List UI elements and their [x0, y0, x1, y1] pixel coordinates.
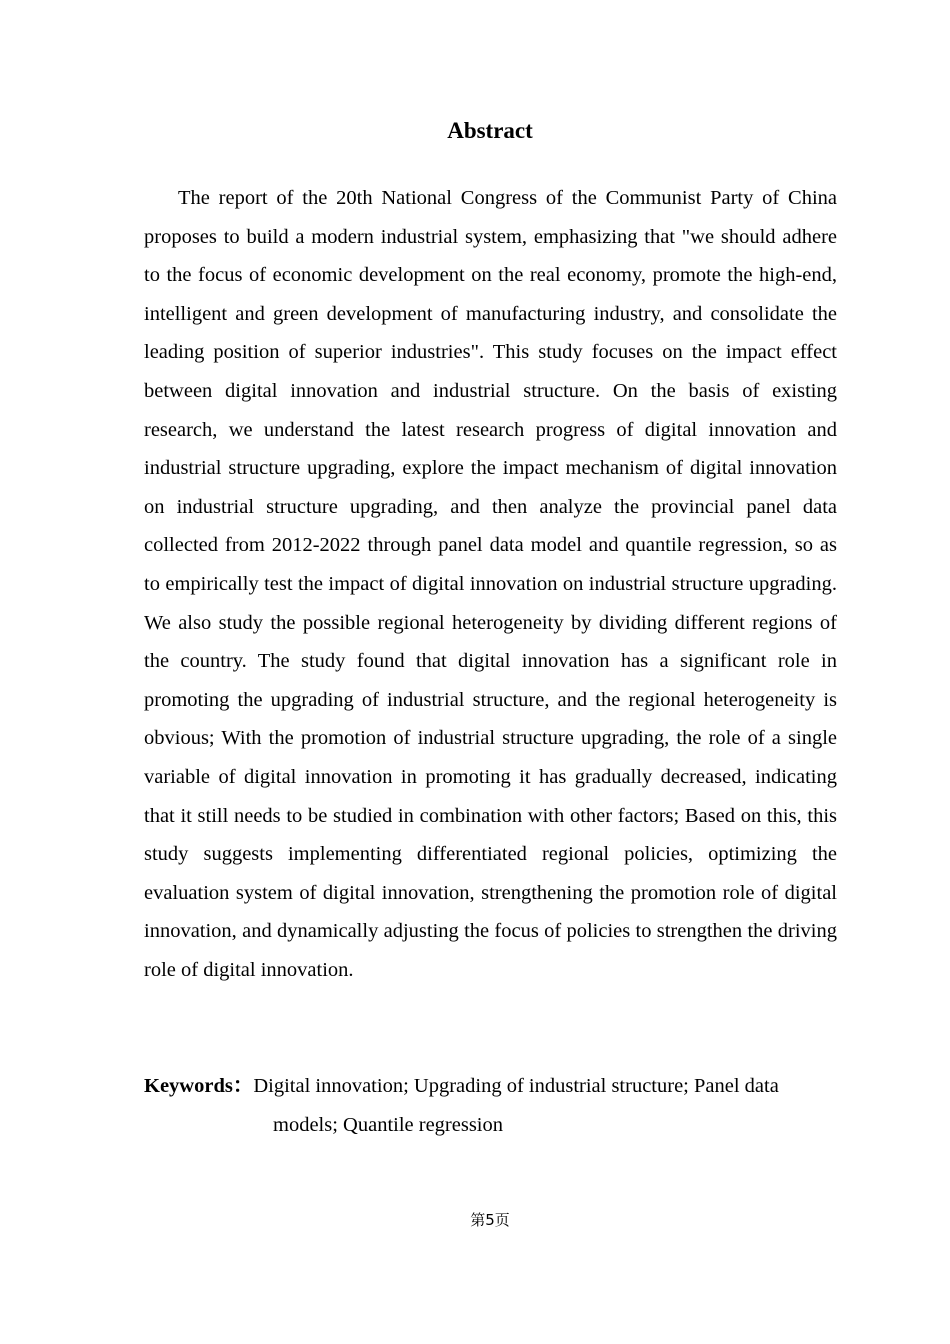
keywords-line-2: models; Quantile regression [273, 1113, 504, 1136]
keywords-text-1: Digital innovation; Upgrading of industrial structure; Panel data [253, 1075, 779, 1097]
keywords-line-1 [144, 1067, 837, 1106]
abstract-body: The report of the 20th National Congress of the Communist Party of China proposes to build a modern industrial system, emphasizing that "we should adhere to the focus of economic development on the real economy, promote the high-end, intelligent and green development of manufacturing industry, and consolidate the leading position of superior industries". This study focuses on the impact effect between digital innovation and industrial structure. On the basis of existing research, we understand the latest research progress of digital innovation and industrial structure upgrading, explore the impact mechanism of digital innovation on industrial structure upgrading, and then analyze the provincial panel data collected from 2012-2022 through panel data model and quantile regression, so as to empirically test the impact of digital innovation on industrial structure upgrading. We also study the possible regional heterogeneity by dividing different regions of the country. The study found that digital innovation has a significant role in promoting the upgrading of industrial structure, and the regional heterogeneity is obvious; With the promotion of industrial structure upgrading, the role of a single variable of digital innovation in promoting it has gradually decreased, indicating that it still needs to be studied in combination with other factors; Based on this, this study suggests implementing differentiated regional policies, optimizing the evaluation system of digital innovation, strengthening the promotion role of digital innovation, and dynamically adjusting the focus of policies to strengthen the driving role of digital innovation. [144, 187, 837, 981]
keywords-section [144, 1067, 837, 1144]
keywords-label: Keywords： [144, 1075, 254, 1097]
abstract-title: Abstract [447, 118, 533, 143]
page-number: 第5页 [470, 1211, 510, 1229]
